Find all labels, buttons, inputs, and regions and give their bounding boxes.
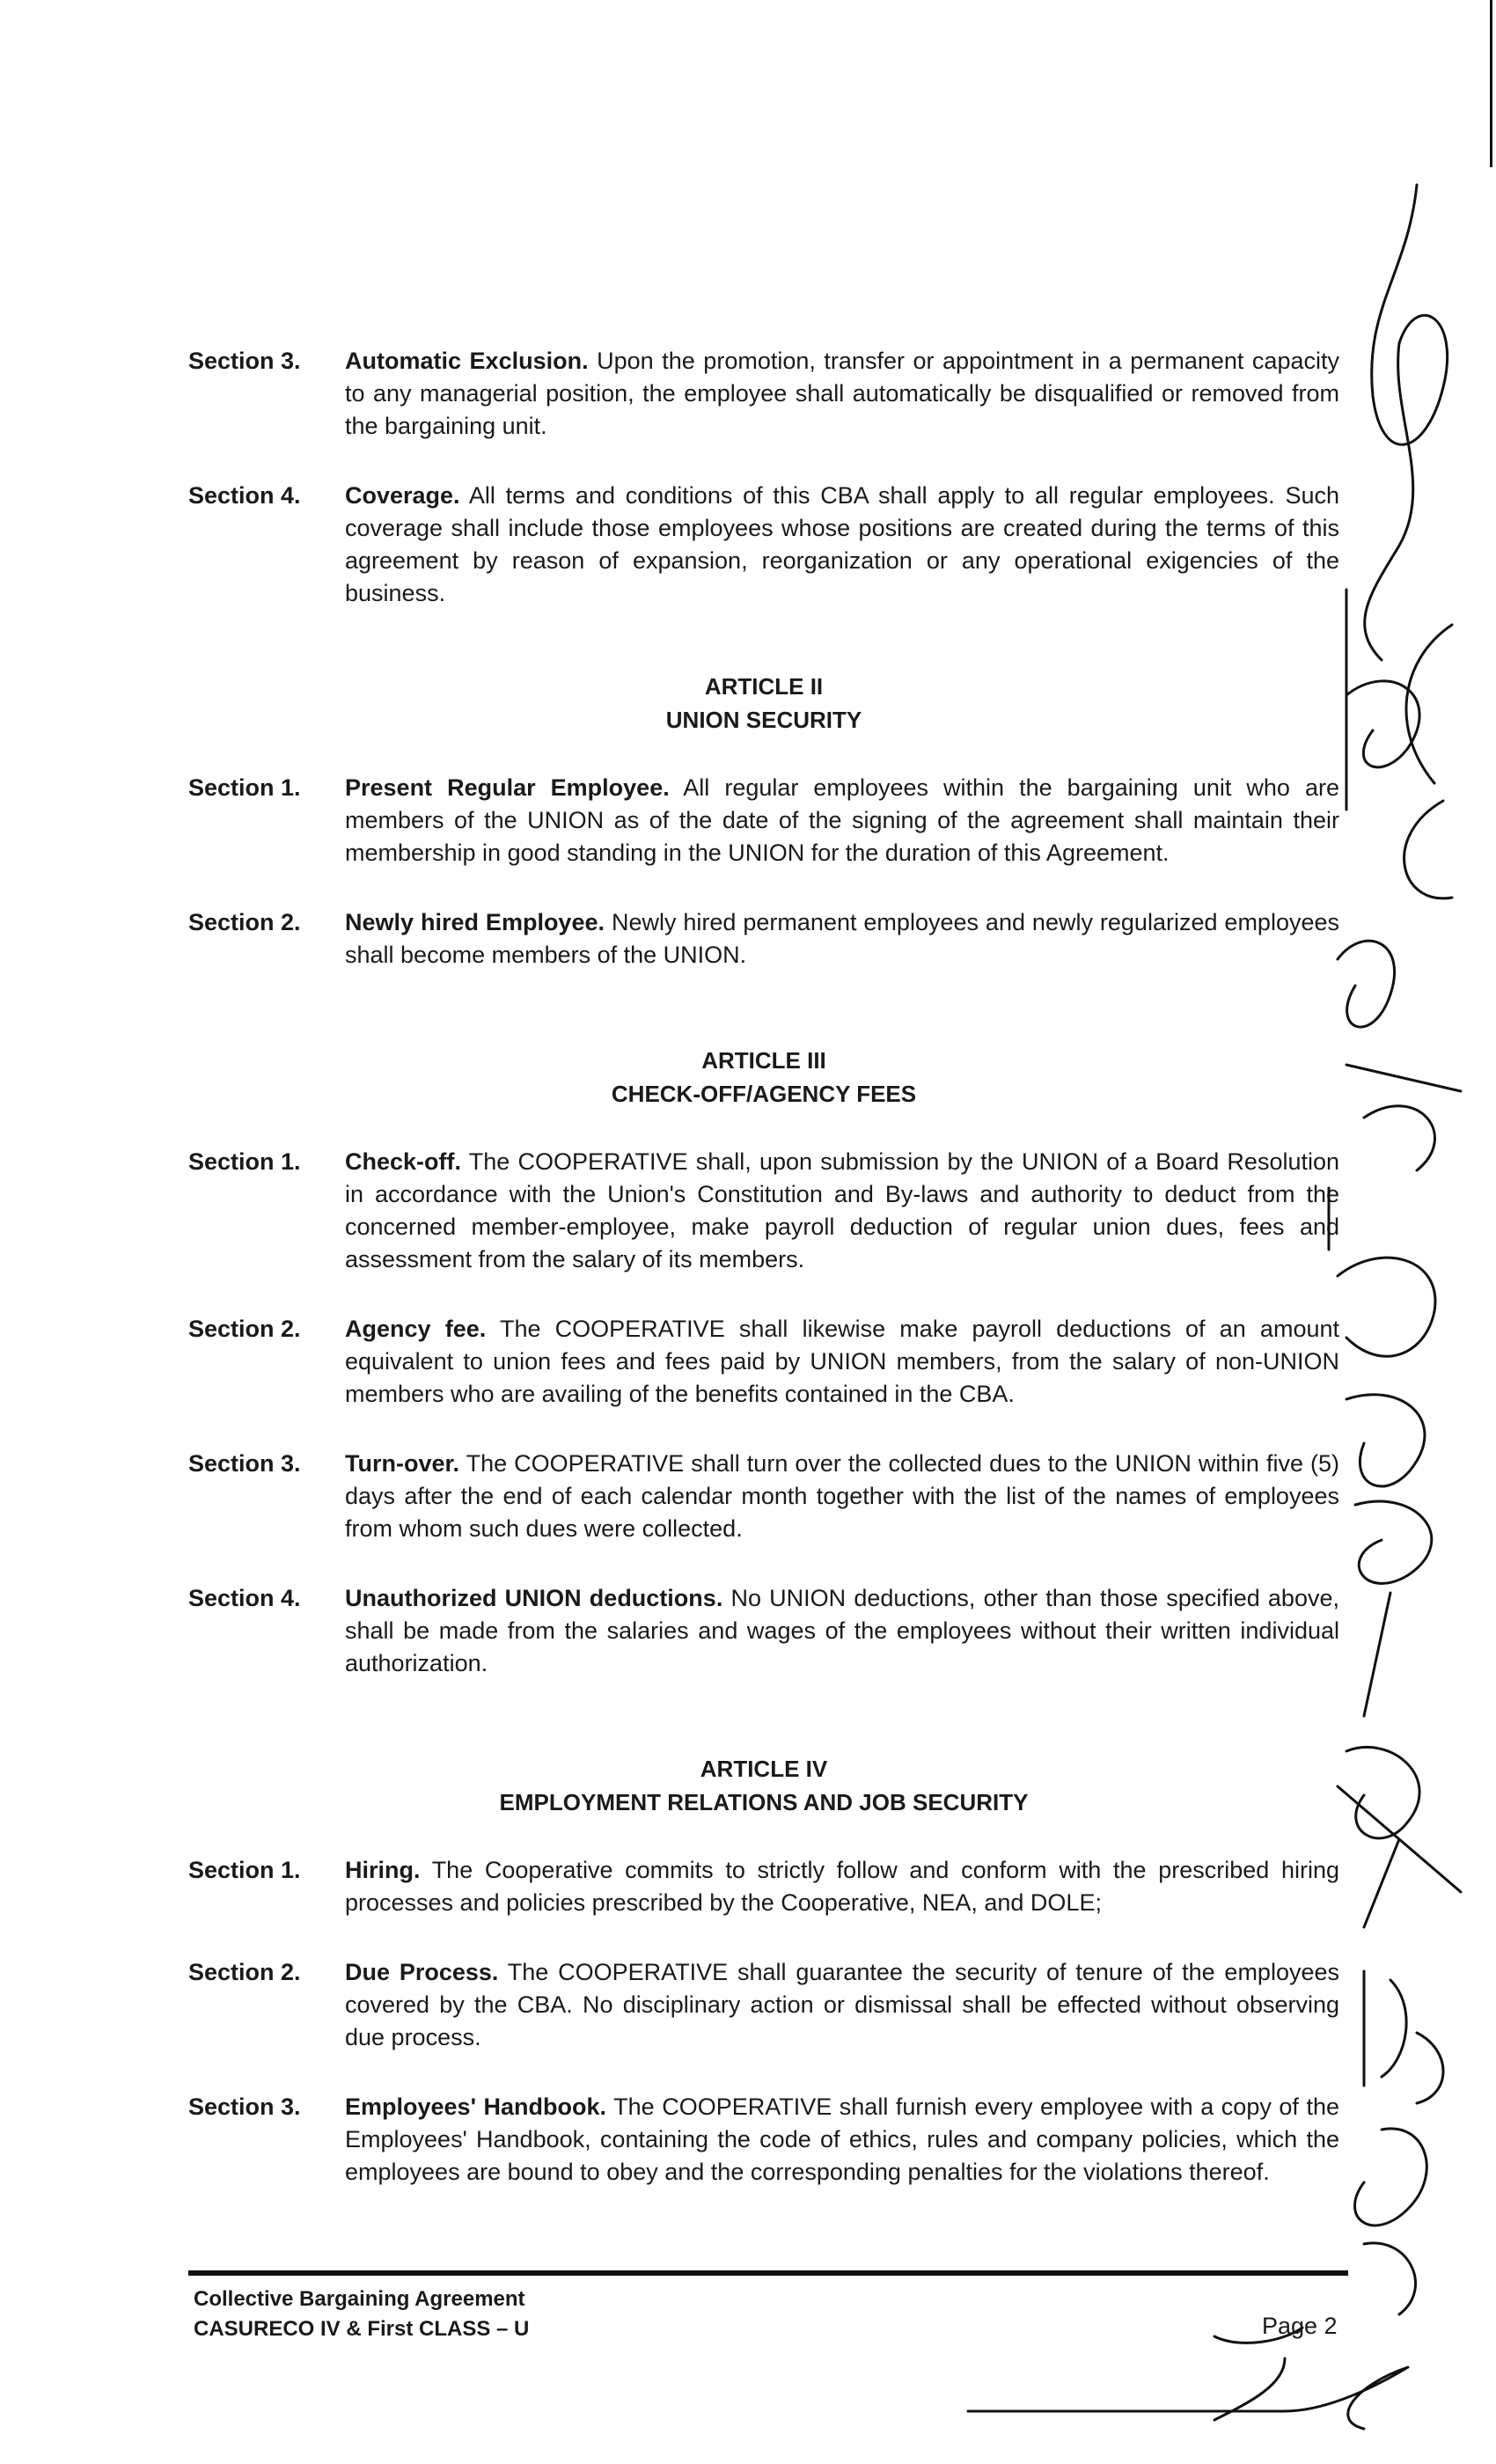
section-paragraph: No UNION deductions, other than those specified above, shall be made from the salaries and wages of the employees without their written individual authorization. bbox=[345, 1585, 1339, 1676]
section-block bbox=[188, 1146, 1339, 1276]
section-title: Hiring. bbox=[345, 1857, 421, 1883]
section-paragraph: All regular employees within the bargaining unit who are members of the UNION as of the date of the signing of the agreement shall maintain their membership in good standing in the UNION for the duration of this Agreement. bbox=[345, 774, 1339, 866]
section-title: Agency fee. bbox=[345, 1316, 487, 1342]
section-block bbox=[188, 345, 1339, 443]
article-name: EMPLOYMENT RELATIONS AND JOB SECURITY bbox=[499, 1789, 1029, 1815]
section-title: Newly hired Employee. bbox=[345, 909, 605, 935]
article-heading bbox=[188, 1752, 1339, 1819]
article-name: CHECK-OFF/AGENCY FEES bbox=[611, 1081, 917, 1107]
section-label: Section 1. bbox=[188, 774, 301, 801]
signature-stroke bbox=[1404, 625, 1452, 898]
article-name: UNION SECURITY bbox=[665, 707, 862, 733]
section-label: Section 4. bbox=[188, 1585, 301, 1611]
bottom-signature bbox=[950, 2323, 1443, 2438]
section-block bbox=[188, 2091, 1339, 2189]
section-text bbox=[345, 1854, 1339, 1919]
margin-signatures bbox=[1311, 167, 1487, 2341]
article-number: ARTICLE IV bbox=[700, 1756, 828, 1782]
section-label: Section 1. bbox=[188, 1148, 301, 1175]
section-paragraph: The Cooperative commits to strictly follow and conform with the prescribed hiring processes and policies prescribed by the Cooperative, NEA, and DOLE; bbox=[345, 1857, 1339, 1916]
section-block bbox=[188, 1956, 1339, 2054]
signature-stroke bbox=[968, 2358, 1408, 2429]
article-heading bbox=[188, 670, 1339, 737]
section-title: Automatic Exclusion. bbox=[345, 348, 589, 374]
section-label: Section 1. bbox=[188, 1857, 301, 1883]
page-edge-rule bbox=[1490, 0, 1492, 167]
page-footer bbox=[194, 2284, 529, 2344]
section-block bbox=[188, 480, 1339, 610]
section-paragraph: The COOPERATIVE shall likewise make payroll deductions of an amount equivalent to union fees and fees paid by UNION members, from the salary of non-UNION members who are availing of the benefits contained in the CBA. bbox=[345, 1316, 1339, 1407]
section-text bbox=[345, 1146, 1339, 1276]
section-title: Due Process. bbox=[345, 1959, 499, 1985]
section-title: Turn-over. bbox=[345, 1450, 460, 1477]
signature-stroke bbox=[1329, 1188, 1435, 1356]
section-title: Present Regular Employee. bbox=[345, 774, 670, 801]
signature-stroke bbox=[1355, 2129, 1427, 2314]
section-paragraph: The COOPERATIVE shall turn over the collected dues to the UNION within five (5) days after the end of each calendar month together with the list of the names of employees from whom such dues were collected. bbox=[345, 1450, 1339, 1542]
section-block bbox=[188, 772, 1339, 869]
section-paragraph: The COOPERATIVE shall guarantee the security of tenure of the employees covered by the CBA. No disciplinary action or dismissal shall be effected without observing due process. bbox=[345, 1959, 1339, 2050]
section-title: Check-off. bbox=[345, 1148, 462, 1175]
signature-stroke bbox=[1346, 590, 1419, 810]
section-text bbox=[345, 772, 1339, 869]
section-text bbox=[345, 1313, 1339, 1411]
section-paragraph: The COOPERATIVE shall furnish every employee with a copy of the Employees' Handbook, containing the code of ethics, rules and company policies, which the employees are bound to obey and the corresponding penalties for the violations thereof. bbox=[345, 2094, 1339, 2185]
section-text bbox=[345, 1582, 1339, 1680]
section-block bbox=[188, 906, 1339, 972]
page-number: Page 2 bbox=[1262, 2313, 1338, 2339]
section-block bbox=[188, 1582, 1339, 1680]
section-text bbox=[345, 480, 1339, 610]
signature-stroke bbox=[1364, 1971, 1443, 2103]
section-label: Section 2. bbox=[188, 1959, 301, 1985]
footer-title: Collective Bargaining Agreement bbox=[194, 2287, 525, 2311]
section-label: Section 2. bbox=[188, 909, 301, 935]
section-paragraph: All terms and conditions of this CBA shall apply to all regular employees. Such coverage shall include those employees whose positions are created during the terms of this agreement by reason of expansion, reorganization or any operational exigencies of the business. bbox=[345, 482, 1339, 606]
footer-rule bbox=[188, 2270, 1348, 2276]
section-paragraph: The COOPERATIVE shall, upon submission by the UNION of a Board Resolution in accordance with the Union's Constitution and By-laws and authority to deduct from the concerned member-employee, make payroll deduction of regular union dues, fees and assessment from the salary of its members. bbox=[345, 1148, 1340, 1272]
section-block bbox=[188, 1313, 1339, 1411]
signature-stroke bbox=[1214, 2328, 1302, 2343]
signature-stroke bbox=[1365, 185, 1448, 660]
section-block bbox=[188, 1448, 1339, 1545]
section-text bbox=[345, 1956, 1339, 2054]
section-label: Section 3. bbox=[188, 2094, 301, 2120]
footer-parties: CASURECO IV & First CLASS – U bbox=[194, 2317, 530, 2341]
section-text bbox=[345, 345, 1339, 443]
section-label: Section 3. bbox=[188, 348, 301, 374]
article-number: ARTICLE III bbox=[701, 1047, 826, 1074]
signature-stroke bbox=[1346, 1395, 1432, 1716]
section-text bbox=[345, 2091, 1339, 2189]
article-heading bbox=[188, 1044, 1339, 1111]
document-body bbox=[188, 345, 1339, 2226]
section-label: Section 3. bbox=[188, 1450, 301, 1477]
section-title: Coverage. bbox=[345, 482, 460, 509]
section-paragraph: Newly hired permanent employees and newly regularized employees shall become members of the UNION. bbox=[345, 909, 1339, 968]
section-text bbox=[345, 1448, 1339, 1545]
section-title: Unauthorized UNION deductions. bbox=[345, 1585, 723, 1611]
signature-stroke bbox=[1338, 941, 1461, 1170]
section-block bbox=[188, 1854, 1339, 1919]
signature-stroke bbox=[1338, 1747, 1461, 1927]
section-paragraph: Upon the promotion, transfer or appointment in a permanent capacity to any managerial position, the employee shall automatically be disqualified or removed from the bargaining unit. bbox=[345, 348, 1339, 439]
section-label: Section 2. bbox=[188, 1316, 301, 1342]
section-text bbox=[345, 906, 1339, 972]
article-number: ARTICLE II bbox=[704, 673, 824, 700]
section-label: Section 4. bbox=[188, 482, 301, 509]
section-title: Employees' Handbook. bbox=[345, 2094, 607, 2120]
